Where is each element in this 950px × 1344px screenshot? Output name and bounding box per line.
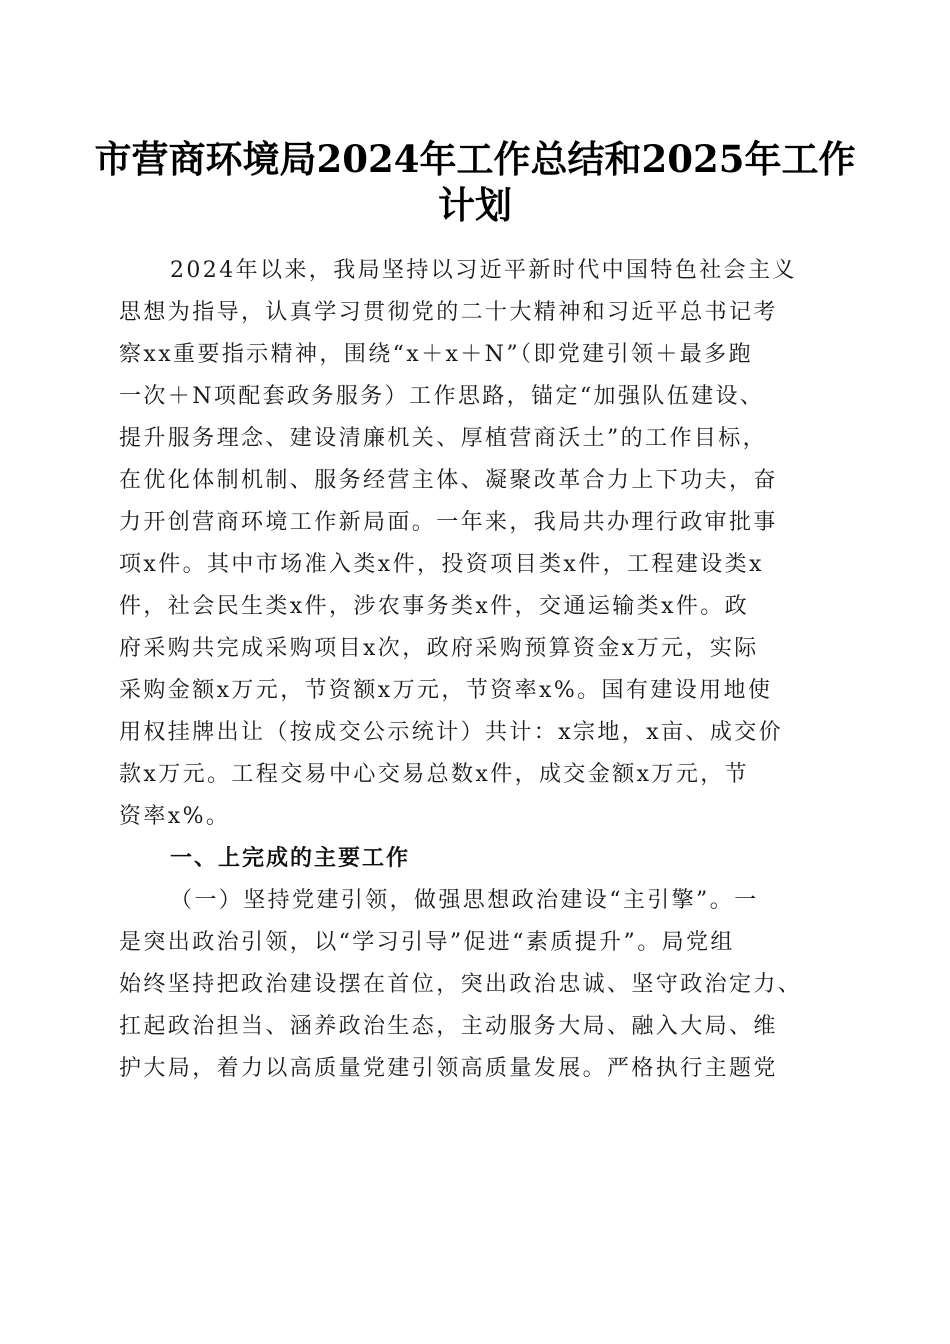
section-line: 护大局，着力以高质量党建引领高质量发展。严格执行主题党 [119,1056,778,1081]
title-line-2: 计划 [438,183,512,227]
section-line: 扛起政治担当、涵养政治生态，主动服务大局、融入大局、维 [119,1014,778,1039]
intro-line: 件，社会民生类x件，涉农事务类x件，交通运输类x件。政 [119,594,750,619]
intro-line: 提升服务理念、建设清廉机关、厚植营商沃土”的工作目标， [119,426,768,451]
intro-line: 府采购共完成采购项目x次，政府采购预算资金x万元，实际 [119,636,759,661]
intro-line: 用权挂牌出让（按成交公示统计）共计：x宗地，x亩、成交价 [119,720,784,745]
section-line: （一）坚持党建引领，做强思想政治建设“主引擎”。一 [170,888,759,913]
intro-line: 采购金额x万元，节资额x万元，节资率x%。国有建设用地使 [119,678,773,703]
intro-line: 款x万元。工程交易中心交易总数x件，成交金额x万元，节 [119,762,750,787]
intro-line: 察xx重要指示精神，围绕“x＋x＋N”（即党建引领＋最多跑 [119,342,753,367]
intro-line: 项x件。其中市场准入类x件，投资项目类x件，工程建设类x [119,552,764,577]
intro-line: 在优化体制机制、服务经营主体、凝聚改革合力上下功夫，奋 [119,468,778,493]
intro-line: 思想为指导，认真学习贯彻党的二十大精神和习近平总书记考 [119,300,778,325]
intro-line: 2024年以来，我局坚持以习近平新时代中国特色社会主义 [170,258,797,283]
section-line: 始终坚持把政治建设摆在首位，突出政治忠诚、坚守政治定力、 [119,972,803,997]
section-heading: 一、上完成的主要工作 [170,846,411,871]
intro-line: 力开创营商环境工作新局面。一年来，我局共办理行政审批事 [119,510,778,535]
title-line-1: 市营商环境局2024年工作总结和2025年工作 [94,137,856,181]
intro-line: 一次＋N项配套政务服务）工作思路，锚定“加强队伍建设、 [119,384,765,409]
section-line: 是突出政治引领，以“学习引导”促进“素质提升”。局党组 [119,930,735,955]
document-title [80,136,870,228]
intro-line: 资率x%。 [119,804,231,829]
